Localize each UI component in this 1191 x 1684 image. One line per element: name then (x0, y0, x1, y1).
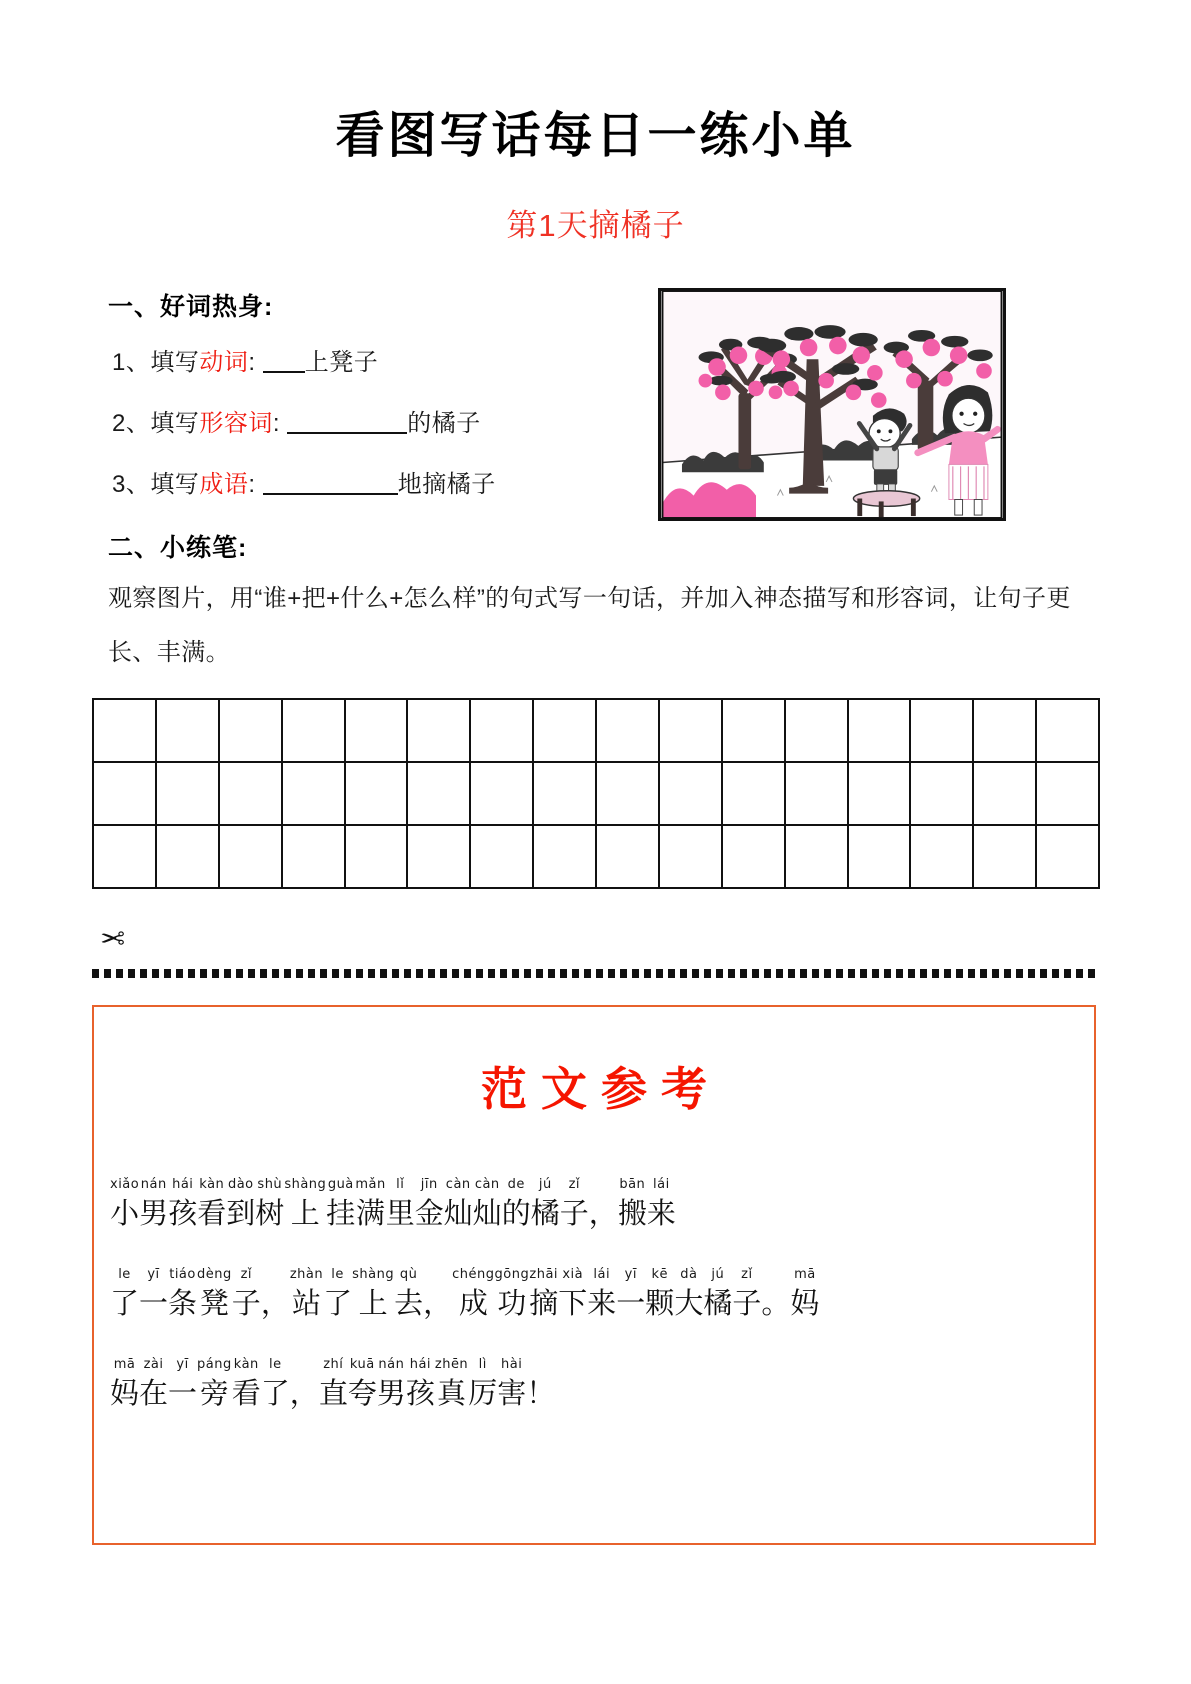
writing-grid-cell[interactable] (345, 699, 408, 762)
writing-grid-cell[interactable] (910, 762, 973, 825)
item-lead: 填写 (150, 410, 200, 438)
ruby-char (110, 1357, 139, 1413)
pinyin: zhàn (289, 1267, 324, 1283)
ruby-char (435, 1357, 468, 1413)
section-two-prompt: 观察图片，用“谁+把+什么+怎么样”的句式写一句话，并加入神态描写和形容词，让句子更长、丰满。 (108, 585, 1071, 667)
ruby-char (197, 1267, 232, 1323)
writing-grid-cell[interactable] (785, 699, 848, 762)
ruby-char (703, 1267, 732, 1323)
hanzi: 搬 (617, 1196, 647, 1231)
ruby-char (168, 1357, 197, 1413)
pinyin: zǐ (568, 1177, 580, 1193)
ruby-char (415, 1177, 444, 1233)
writing-grid-cell[interactable] (1036, 699, 1099, 762)
hanzi: 条 (168, 1286, 198, 1321)
writing-grid-cell[interactable] (848, 825, 911, 888)
pinyin: de (507, 1177, 525, 1193)
hanzi: 一 (139, 1286, 169, 1321)
sample-line (94, 1267, 1094, 1323)
hanzi: 孩 (405, 1375, 435, 1410)
ruby-char (386, 1177, 415, 1233)
answer-blank-3[interactable] (263, 468, 398, 495)
item-lead: 填写 (150, 349, 200, 377)
item-category: 成语 (199, 471, 249, 499)
pinyin: le (268, 1356, 282, 1372)
section-one-heading: 一、好词热身: (108, 293, 274, 322)
hanzi: 大 (674, 1286, 704, 1321)
pinyin: chéng (452, 1267, 495, 1283)
pinyin: zhēn (434, 1356, 469, 1372)
scissors-icon: ✂ (100, 923, 126, 957)
cut-line-area (92, 923, 1099, 995)
writing-grid-cell[interactable] (345, 825, 408, 888)
item-lead: 填写 (150, 471, 200, 499)
hanzi: 男 (376, 1375, 406, 1410)
question-item-1 (92, 329, 1099, 390)
hanzi: 男 (139, 1196, 169, 1231)
dotted-cut-line (92, 969, 1100, 978)
pinyin: càn (445, 1177, 471, 1193)
writing-grid-cell[interactable] (93, 825, 156, 888)
ruby-char (587, 1267, 616, 1323)
writing-grid-cell[interactable] (93, 762, 156, 825)
ruby-char (558, 1267, 587, 1323)
pinyin: nán (378, 1356, 405, 1372)
ruby-char (110, 1177, 139, 1233)
writing-grid-cell[interactable] (533, 825, 596, 888)
ruby-char (495, 1267, 530, 1323)
writing-grid-cell[interactable] (785, 825, 848, 888)
ruby-char (290, 1357, 319, 1413)
writing-grid-cell[interactable] (470, 762, 533, 825)
hanzi: 凳 (199, 1286, 229, 1321)
pinyin: lǐ (396, 1177, 405, 1193)
writing-grid-cell[interactable] (722, 699, 785, 762)
ruby-char (529, 1267, 558, 1323)
writing-grid-cell[interactable] (533, 699, 596, 762)
pinyin: zǐ (240, 1267, 253, 1283)
ruby-char (468, 1357, 497, 1413)
writing-grid-cell[interactable] (219, 762, 282, 825)
ruby-char (139, 1267, 168, 1323)
writing-grid-cell[interactable] (848, 699, 911, 762)
hanzi: 上 (358, 1286, 388, 1321)
hanzi: 摘 (529, 1286, 559, 1321)
writing-grid-cell[interactable] (722, 825, 785, 888)
writing-grid-cell[interactable] (282, 825, 345, 888)
hanzi: 妈 (110, 1375, 140, 1410)
hanzi: 孩 (168, 1196, 198, 1231)
question-item-3 (92, 451, 1099, 512)
hanzi: ， (588, 1196, 618, 1231)
pinyin: shù (257, 1177, 283, 1193)
hanzi: 功 (497, 1286, 527, 1321)
pinyin: le (118, 1267, 131, 1283)
ruby-char (647, 1177, 676, 1233)
pinyin: páng (197, 1356, 232, 1372)
sample-line (94, 1357, 1094, 1413)
hanzi: 挂 (326, 1196, 356, 1231)
page-subtitle: 第1天摘橘子 (506, 208, 685, 244)
ruby-char (502, 1177, 531, 1233)
hanzi: 到 (226, 1196, 256, 1231)
hanzi: 一 (616, 1286, 646, 1321)
ruby-char (531, 1177, 560, 1233)
hanzi: 子 (559, 1196, 589, 1231)
ruby-char (497, 1357, 526, 1413)
hanzi: 灿 (443, 1196, 473, 1231)
hanzi: 夸 (347, 1375, 377, 1410)
pinyin: lái (593, 1267, 611, 1283)
pinyin: nán (140, 1177, 167, 1193)
pinyin: zǐ (741, 1267, 753, 1283)
item-category: 动词 (199, 349, 249, 377)
hanzi: ， (423, 1286, 453, 1321)
hanzi: 金 (414, 1196, 444, 1231)
worksheet-body (0, 287, 1191, 1545)
pinyin: gōng (494, 1267, 530, 1283)
ruby-char (352, 1267, 394, 1323)
ruby-char (589, 1177, 618, 1233)
question-item-2 (92, 390, 1099, 451)
writing-grid-cell[interactable] (407, 825, 470, 888)
ruby-char (732, 1267, 761, 1323)
pinyin: lái (652, 1177, 670, 1193)
section-one (92, 287, 1099, 512)
writing-grid-cell[interactable] (156, 825, 219, 888)
pinyin: tiáo (169, 1267, 196, 1283)
ruby-char (197, 1357, 232, 1413)
hanzi: 树 (255, 1196, 285, 1231)
writing-grid-cell[interactable] (659, 825, 722, 888)
ruby-char (261, 1267, 290, 1323)
pinyin: bān (619, 1177, 646, 1193)
writing-grid-cell[interactable] (282, 699, 345, 762)
item-colon: : (248, 349, 256, 377)
ruby-char (423, 1267, 452, 1323)
ruby-char (326, 1177, 355, 1233)
writing-grid[interactable] (92, 698, 1100, 889)
pinyin: yī (147, 1267, 160, 1283)
ruby-char (790, 1267, 819, 1323)
writing-grid-cell[interactable] (910, 699, 973, 762)
ruby-char (618, 1177, 647, 1233)
pinyin: shàng (284, 1177, 327, 1193)
section-two (92, 528, 1099, 889)
writing-grid-cell[interactable] (973, 825, 1036, 888)
pinyin: xià (562, 1267, 584, 1283)
writing-grid-body (93, 699, 1099, 888)
ruby-char (323, 1267, 352, 1323)
writing-grid-cell[interactable] (93, 699, 156, 762)
item-colon: : (248, 471, 256, 499)
ruby-char (355, 1177, 385, 1233)
hanzi: 橘 (703, 1286, 733, 1321)
pinyin: mǎn (355, 1177, 386, 1193)
hanzi: 的 (501, 1196, 531, 1231)
pinyin: zhí (323, 1356, 344, 1372)
hanzi: 灿 (472, 1196, 502, 1231)
sample-line (94, 1177, 1094, 1233)
pinyin: kàn (199, 1177, 225, 1193)
hanzi: 橘 (530, 1196, 560, 1231)
pinyin: zhāi (529, 1267, 559, 1283)
writing-grid-cell[interactable] (1036, 762, 1099, 825)
item-colon: : (272, 410, 281, 438)
pinyin: mā (794, 1267, 816, 1283)
hanzi: 妈 (790, 1286, 820, 1321)
hanzi: 满 (355, 1196, 385, 1231)
section-two-heading: 二、小练笔: (108, 534, 248, 563)
writing-grid-cell[interactable] (156, 762, 219, 825)
hanzi: 来 (646, 1196, 676, 1231)
hanzi: 在 (139, 1375, 169, 1410)
pinyin: yī (176, 1356, 189, 1372)
writing-grid-row (93, 699, 1099, 762)
hanzi: 直 (318, 1375, 348, 1410)
ruby-char (406, 1357, 435, 1413)
pinyin: zài (143, 1356, 164, 1372)
ruby-char (444, 1177, 473, 1233)
hanzi: ， (260, 1286, 290, 1321)
ruby-char (284, 1177, 326, 1233)
item-suffix: 上凳子 (304, 349, 379, 377)
ruby-char (560, 1177, 589, 1233)
writing-grid-cell[interactable] (470, 825, 533, 888)
hanzi: 上 (290, 1196, 320, 1231)
hanzi: ！ (526, 1375, 556, 1410)
pinyin: jīn (420, 1177, 438, 1193)
answer-blank-2[interactable] (287, 407, 407, 434)
ruby-char (616, 1267, 645, 1323)
hanzi: 了 (323, 1286, 353, 1321)
item-suffix: 地摘橘子 (397, 471, 496, 499)
ruby-char (645, 1267, 674, 1323)
ruby-char (168, 1267, 197, 1323)
pinyin: shàng (352, 1267, 395, 1283)
sample-title: 范文参考 (481, 1062, 721, 1117)
writing-grid-cell[interactable] (973, 699, 1036, 762)
writing-grid-cell[interactable] (785, 762, 848, 825)
pinyin: dào (227, 1177, 254, 1193)
writing-grid-cell[interactable] (848, 762, 911, 825)
sample-text (94, 1177, 1094, 1412)
hanzi: 去 (394, 1286, 424, 1321)
hanzi: 里 (385, 1196, 415, 1231)
writing-grid-row (93, 762, 1099, 825)
pinyin: yī (624, 1267, 637, 1283)
pinyin: hài (501, 1356, 523, 1372)
hanzi: 看 (231, 1375, 261, 1410)
writing-grid-cell[interactable] (219, 825, 282, 888)
writing-grid-cell[interactable] (659, 762, 722, 825)
writing-grid-cell[interactable] (156, 699, 219, 762)
hanzi: 。 (761, 1286, 791, 1321)
ruby-char (526, 1357, 555, 1413)
hanzi: 看 (197, 1196, 227, 1231)
ruby-char (226, 1177, 255, 1233)
ruby-char (319, 1357, 348, 1413)
pinyin: xiǎo (110, 1177, 140, 1193)
answer-blank-1[interactable] (263, 346, 305, 373)
ruby-char (261, 1357, 290, 1413)
ruby-char (394, 1267, 423, 1323)
pinyin: jú (538, 1177, 552, 1193)
writing-grid-cell[interactable] (407, 762, 470, 825)
ruby-char (197, 1177, 226, 1233)
hanzi: 害 (497, 1375, 527, 1410)
hanzi: 颗 (645, 1286, 675, 1321)
hanzi: 子 (231, 1286, 261, 1321)
ruby-char (290, 1267, 323, 1323)
pinyin: mā (113, 1356, 136, 1372)
hanzi: 真 (437, 1375, 467, 1410)
item-category: 形容词 (199, 410, 273, 438)
hanzi: 旁 (199, 1375, 229, 1410)
hanzi: 厉 (468, 1375, 498, 1410)
writing-grid-cell[interactable] (596, 762, 659, 825)
pinyin: dà (680, 1267, 698, 1283)
hanzi: 下 (558, 1286, 588, 1321)
writing-grid-cell[interactable] (407, 699, 470, 762)
pinyin: lì (478, 1356, 487, 1372)
writing-grid-cell[interactable] (533, 762, 596, 825)
ruby-char (168, 1177, 197, 1233)
writing-grid-cell[interactable] (973, 762, 1036, 825)
writing-grid-cell[interactable] (910, 825, 973, 888)
hanzi: 了 (260, 1375, 290, 1410)
writing-grid-cell[interactable] (722, 762, 785, 825)
ruby-char (139, 1177, 168, 1233)
ruby-char (110, 1267, 139, 1323)
hanzi: 子 (732, 1286, 762, 1321)
hanzi: 了 (110, 1286, 140, 1321)
hanzi: 一 (168, 1375, 198, 1410)
ruby-char (452, 1267, 494, 1323)
pinyin: dèng (197, 1267, 232, 1283)
pinyin: le (331, 1267, 344, 1283)
writing-grid-cell[interactable] (596, 825, 659, 888)
ruby-char (232, 1267, 261, 1323)
writing-grid-cell[interactable] (345, 762, 408, 825)
item-number: 3、 (112, 471, 151, 499)
sample-answer-box (92, 1005, 1096, 1545)
ruby-char (377, 1357, 406, 1413)
writing-grid-cell[interactable] (470, 699, 533, 762)
ruby-char (139, 1357, 168, 1413)
pinyin: càn (474, 1177, 500, 1193)
ruby-char (232, 1357, 261, 1413)
pinyin: jú (711, 1267, 725, 1283)
hanzi: 站 (291, 1286, 321, 1321)
page-title: 看图写话每日一练小单 (335, 107, 856, 164)
item-number: 2、 (112, 410, 151, 438)
pinyin: kē (651, 1267, 669, 1283)
writing-grid-cell[interactable] (659, 699, 722, 762)
writing-grid-cell[interactable] (282, 762, 345, 825)
pinyin: kàn (233, 1356, 259, 1372)
ruby-char (674, 1267, 703, 1323)
item-suffix: 的橘子 (407, 410, 481, 438)
writing-grid-cell[interactable] (1036, 825, 1099, 888)
ruby-char (255, 1177, 284, 1233)
item-number: 1、 (112, 349, 151, 377)
writing-grid-cell[interactable] (219, 699, 282, 762)
hanzi: ， (289, 1375, 319, 1410)
writing-grid-row (93, 825, 1099, 888)
pinyin: qù (399, 1267, 418, 1283)
pinyin: hái (409, 1356, 432, 1372)
hanzi: 小 (110, 1196, 140, 1231)
pinyin: hái (172, 1177, 194, 1193)
pinyin: guà (327, 1177, 354, 1193)
ruby-char (473, 1177, 502, 1233)
writing-grid-cell[interactable] (596, 699, 659, 762)
pinyin: kuā (349, 1356, 375, 1372)
hanzi: 成 (458, 1286, 488, 1321)
hanzi: 来 (587, 1286, 617, 1321)
ruby-char (348, 1357, 377, 1413)
ruby-char (761, 1267, 790, 1323)
